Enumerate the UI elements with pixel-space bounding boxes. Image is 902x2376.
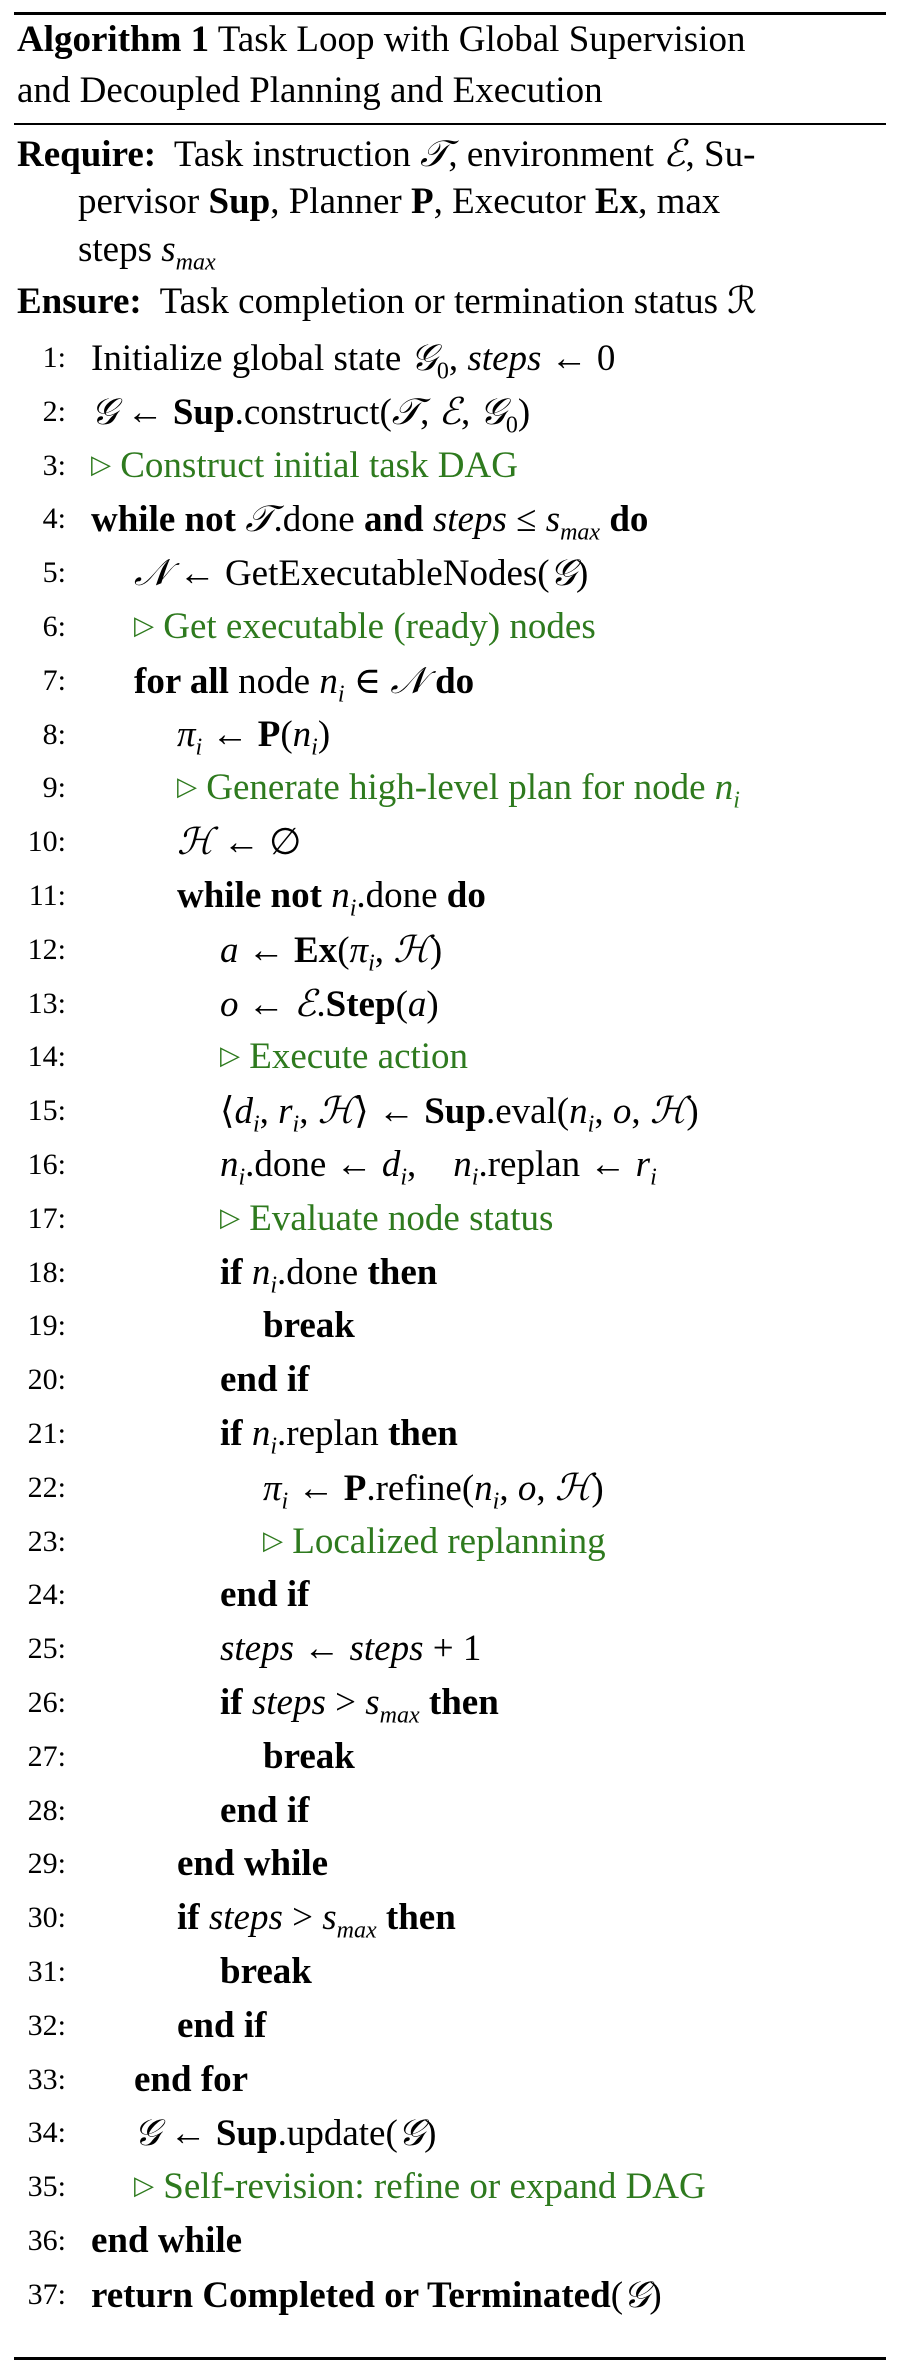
algorithm-line	[0, 1891, 902, 1945]
algorithm-line	[0, 1084, 902, 1138]
line-number: 19:	[27, 1309, 66, 1343]
algorithm-line	[0, 869, 902, 923]
comment-text: Evaluate node status	[240, 1197, 554, 1239]
line-code: while not 𝒯.done and steps ≤ $s_{max}$ do	[91, 497, 649, 546]
algorithm-line	[0, 2053, 902, 2107]
line-number: 29:	[27, 1847, 66, 1881]
line-code: a ← $Ex(\pi_i$, ℋ)	[220, 927, 443, 977]
algorithm-line	[0, 2268, 902, 2322]
line-number: 6:	[42, 610, 66, 643]
algorithm-line	[0, 1407, 902, 1461]
algorithm-line	[0, 385, 902, 439]
line-number: 18:	[27, 1255, 66, 1289]
line-number: 2:	[42, 394, 66, 428]
line-number: 14:	[27, 1040, 66, 1074]
algorithm-line	[0, 1837, 902, 1891]
line-number: 3:	[42, 448, 66, 482]
line-number: 26:	[27, 1686, 66, 1719]
algorithm-line	[0, 2160, 902, 2214]
comment-text: Generate high-level plan for node $n_i$	[197, 767, 740, 814]
algorithm-line	[0, 1138, 902, 1192]
algorithm-caption-line1: Algorithm 1 Task Loop with Global Supervision	[17, 19, 746, 60]
algorithm-line	[0, 1461, 902, 1515]
line-number: 31:	[27, 1955, 66, 1988]
ensure-line: Ensure: Task completion or termination status ℛ	[17, 281, 757, 322]
line-number: 21:	[27, 1417, 66, 1450]
top-rule	[14, 12, 886, 15]
algorithm-line	[0, 2214, 902, 2268]
line-code: $\pi_i$ ← $P(n_i)$	[177, 713, 331, 760]
line-number: 35:	[27, 2170, 66, 2204]
comment-triangle-icon: ▷	[220, 1041, 240, 1071]
line-number: 9:	[42, 771, 66, 805]
line-code: if steps > $s_{max}$ then	[177, 1897, 456, 1944]
caption-rule	[14, 123, 886, 125]
line-code: if $n_i.done$ then	[220, 1251, 438, 1298]
algorithm-line	[0, 1030, 902, 1084]
algorithm-line	[0, 815, 902, 869]
line-number: 37:	[27, 2277, 66, 2311]
line-number: 10:	[27, 825, 66, 859]
algorithm-line	[0, 761, 902, 815]
line-number: 23:	[27, 1524, 66, 1558]
algorithm-line	[0, 654, 902, 708]
line-comment	[134, 600, 596, 657]
line-code: break	[220, 1951, 312, 1992]
line-number: 22:	[27, 1470, 66, 1504]
line-code: if $n_i.replan$ then	[220, 1413, 458, 1460]
comment-text: Execute action	[240, 1036, 469, 1078]
line-code: $n_i.done$ ← $d_i$, $n_i.replan$ ← $r_i$	[220, 1144, 657, 1191]
line-code: for all node $n_i$ ∈ 𝒩 do	[134, 658, 475, 708]
line-code: $\pi_i$ ← $P.refine(n_i$, o, ℋ)	[263, 1465, 604, 1515]
line-code: end for	[134, 2058, 249, 2100]
comment-triangle-icon: ▷	[177, 772, 197, 802]
bottom-rule	[14, 2357, 886, 2360]
algorithm-line	[0, 1299, 902, 1353]
line-number: 28:	[27, 1793, 66, 1827]
algorithm-line	[0, 1945, 902, 1999]
line-code: break	[263, 1305, 355, 1347]
line-comment	[220, 1192, 553, 1249]
algorithm-line	[0, 492, 902, 546]
line-code: Initialize global state 𝒢$_0$, steps ← 0	[91, 336, 616, 385]
comment-text: Get executable (ready) nodes	[154, 606, 596, 647]
line-number: 1:	[42, 341, 66, 374]
algorithm-line	[0, 923, 902, 977]
comment-triangle-icon: ▷	[220, 1202, 240, 1232]
line-code: $⟨d_i$, $r_i$, ℋ⟩ ← $Sup.eval(n_i$, o, ℋ)	[220, 1089, 699, 1138]
line-code: break	[263, 1735, 355, 1777]
algorithm-line	[0, 1622, 902, 1676]
line-number: 30:	[27, 1901, 66, 1935]
line-number: 34:	[27, 2116, 66, 2150]
algorithm-label: Algorithm 1	[17, 19, 210, 60]
require-line1: Require: Task instruction 𝒯, environment ℰ, Su-	[17, 132, 756, 175]
comment-triangle-icon: ▷	[134, 611, 154, 640]
line-code: end if	[220, 1789, 310, 1831]
algorithm-line	[0, 1784, 902, 1838]
line-code: return Completed or Terminated(𝒢)	[91, 2272, 662, 2316]
line-number: 5:	[42, 556, 66, 590]
line-number: 33:	[27, 2062, 66, 2096]
algorithm-line	[0, 1730, 902, 1784]
algorithm-line	[0, 977, 902, 1031]
line-code: end while	[91, 2220, 243, 2261]
algorithm-line	[0, 2106, 902, 2160]
line-number: 11:	[28, 879, 66, 912]
line-number: 27:	[27, 1739, 66, 1773]
line-number: 32:	[27, 2008, 66, 2042]
line-code: while not $n_i.done$ do	[177, 875, 486, 922]
line-code: if steps > $s_{max}$ then	[220, 1682, 499, 1729]
line-number: 25:	[27, 1632, 66, 1666]
line-number: 15:	[27, 1094, 66, 1128]
line-comment	[263, 1515, 606, 1572]
line-number: 17:	[27, 1201, 66, 1235]
algorithm-line	[0, 1353, 902, 1407]
comment-text: Construct initial task DAG	[111, 444, 518, 486]
line-code: o ← ℰ.Step(a)	[220, 981, 439, 1025]
algorithm-line	[0, 1999, 902, 2053]
line-code: steps ← steps + 1	[220, 1628, 482, 1670]
algorithm-line	[0, 1676, 902, 1730]
algorithm-line	[0, 546, 902, 600]
algorithm-line	[0, 331, 902, 385]
algorithm-line	[0, 1246, 902, 1300]
line-number: 24:	[27, 1578, 66, 1612]
comment-text: Localized replanning	[283, 1520, 606, 1562]
line-code: end if	[220, 1574, 310, 1616]
line-code: end while	[177, 1843, 329, 1885]
line-number: 16:	[27, 1148, 66, 1181]
comment-triangle-icon: ▷	[263, 1525, 283, 1555]
algorithm-line	[0, 708, 902, 762]
line-number: 12:	[27, 932, 66, 966]
line-number: 20:	[27, 1363, 66, 1397]
algorithm-caption-line2: and Decoupled Planning and Execution	[17, 70, 603, 111]
line-code: 𝒩 ← GetExecutableNodes(𝒢)	[134, 551, 589, 595]
comment-triangle-icon: ▷	[91, 449, 111, 479]
algorithm-line	[0, 439, 902, 493]
line-number: 8:	[42, 717, 66, 751]
line-code: ℋ ← ∅	[177, 820, 302, 864]
algorithm-line	[0, 1192, 902, 1246]
line-number: 4:	[42, 502, 66, 536]
line-code: 𝒢 ← Sup.update(𝒢)	[134, 2111, 437, 2155]
line-number: 13:	[27, 986, 66, 1020]
line-number: 7:	[42, 663, 66, 697]
algorithm-line	[0, 1568, 902, 1622]
line-comment	[91, 439, 518, 496]
line-number: 36:	[27, 2224, 66, 2257]
line-comment	[220, 1030, 468, 1087]
require-line2: pervisor Sup, Planner P, Executor Ex, max	[78, 181, 721, 222]
algorithm-line	[0, 600, 902, 654]
comment-triangle-icon: ▷	[134, 2171, 154, 2201]
require-line3: steps $s_{max}$	[78, 229, 216, 276]
line-code: end if	[177, 2004, 267, 2046]
algorithm-line	[0, 1515, 902, 1569]
line-comment	[134, 2160, 706, 2217]
comment-text: Self-revision: refine or expand DAG	[154, 2166, 706, 2208]
line-code: end if	[220, 1359, 310, 1401]
line-code: 𝒢 ← Sup.construct(𝒯, ℰ, 𝒢$_0$)	[91, 389, 531, 439]
